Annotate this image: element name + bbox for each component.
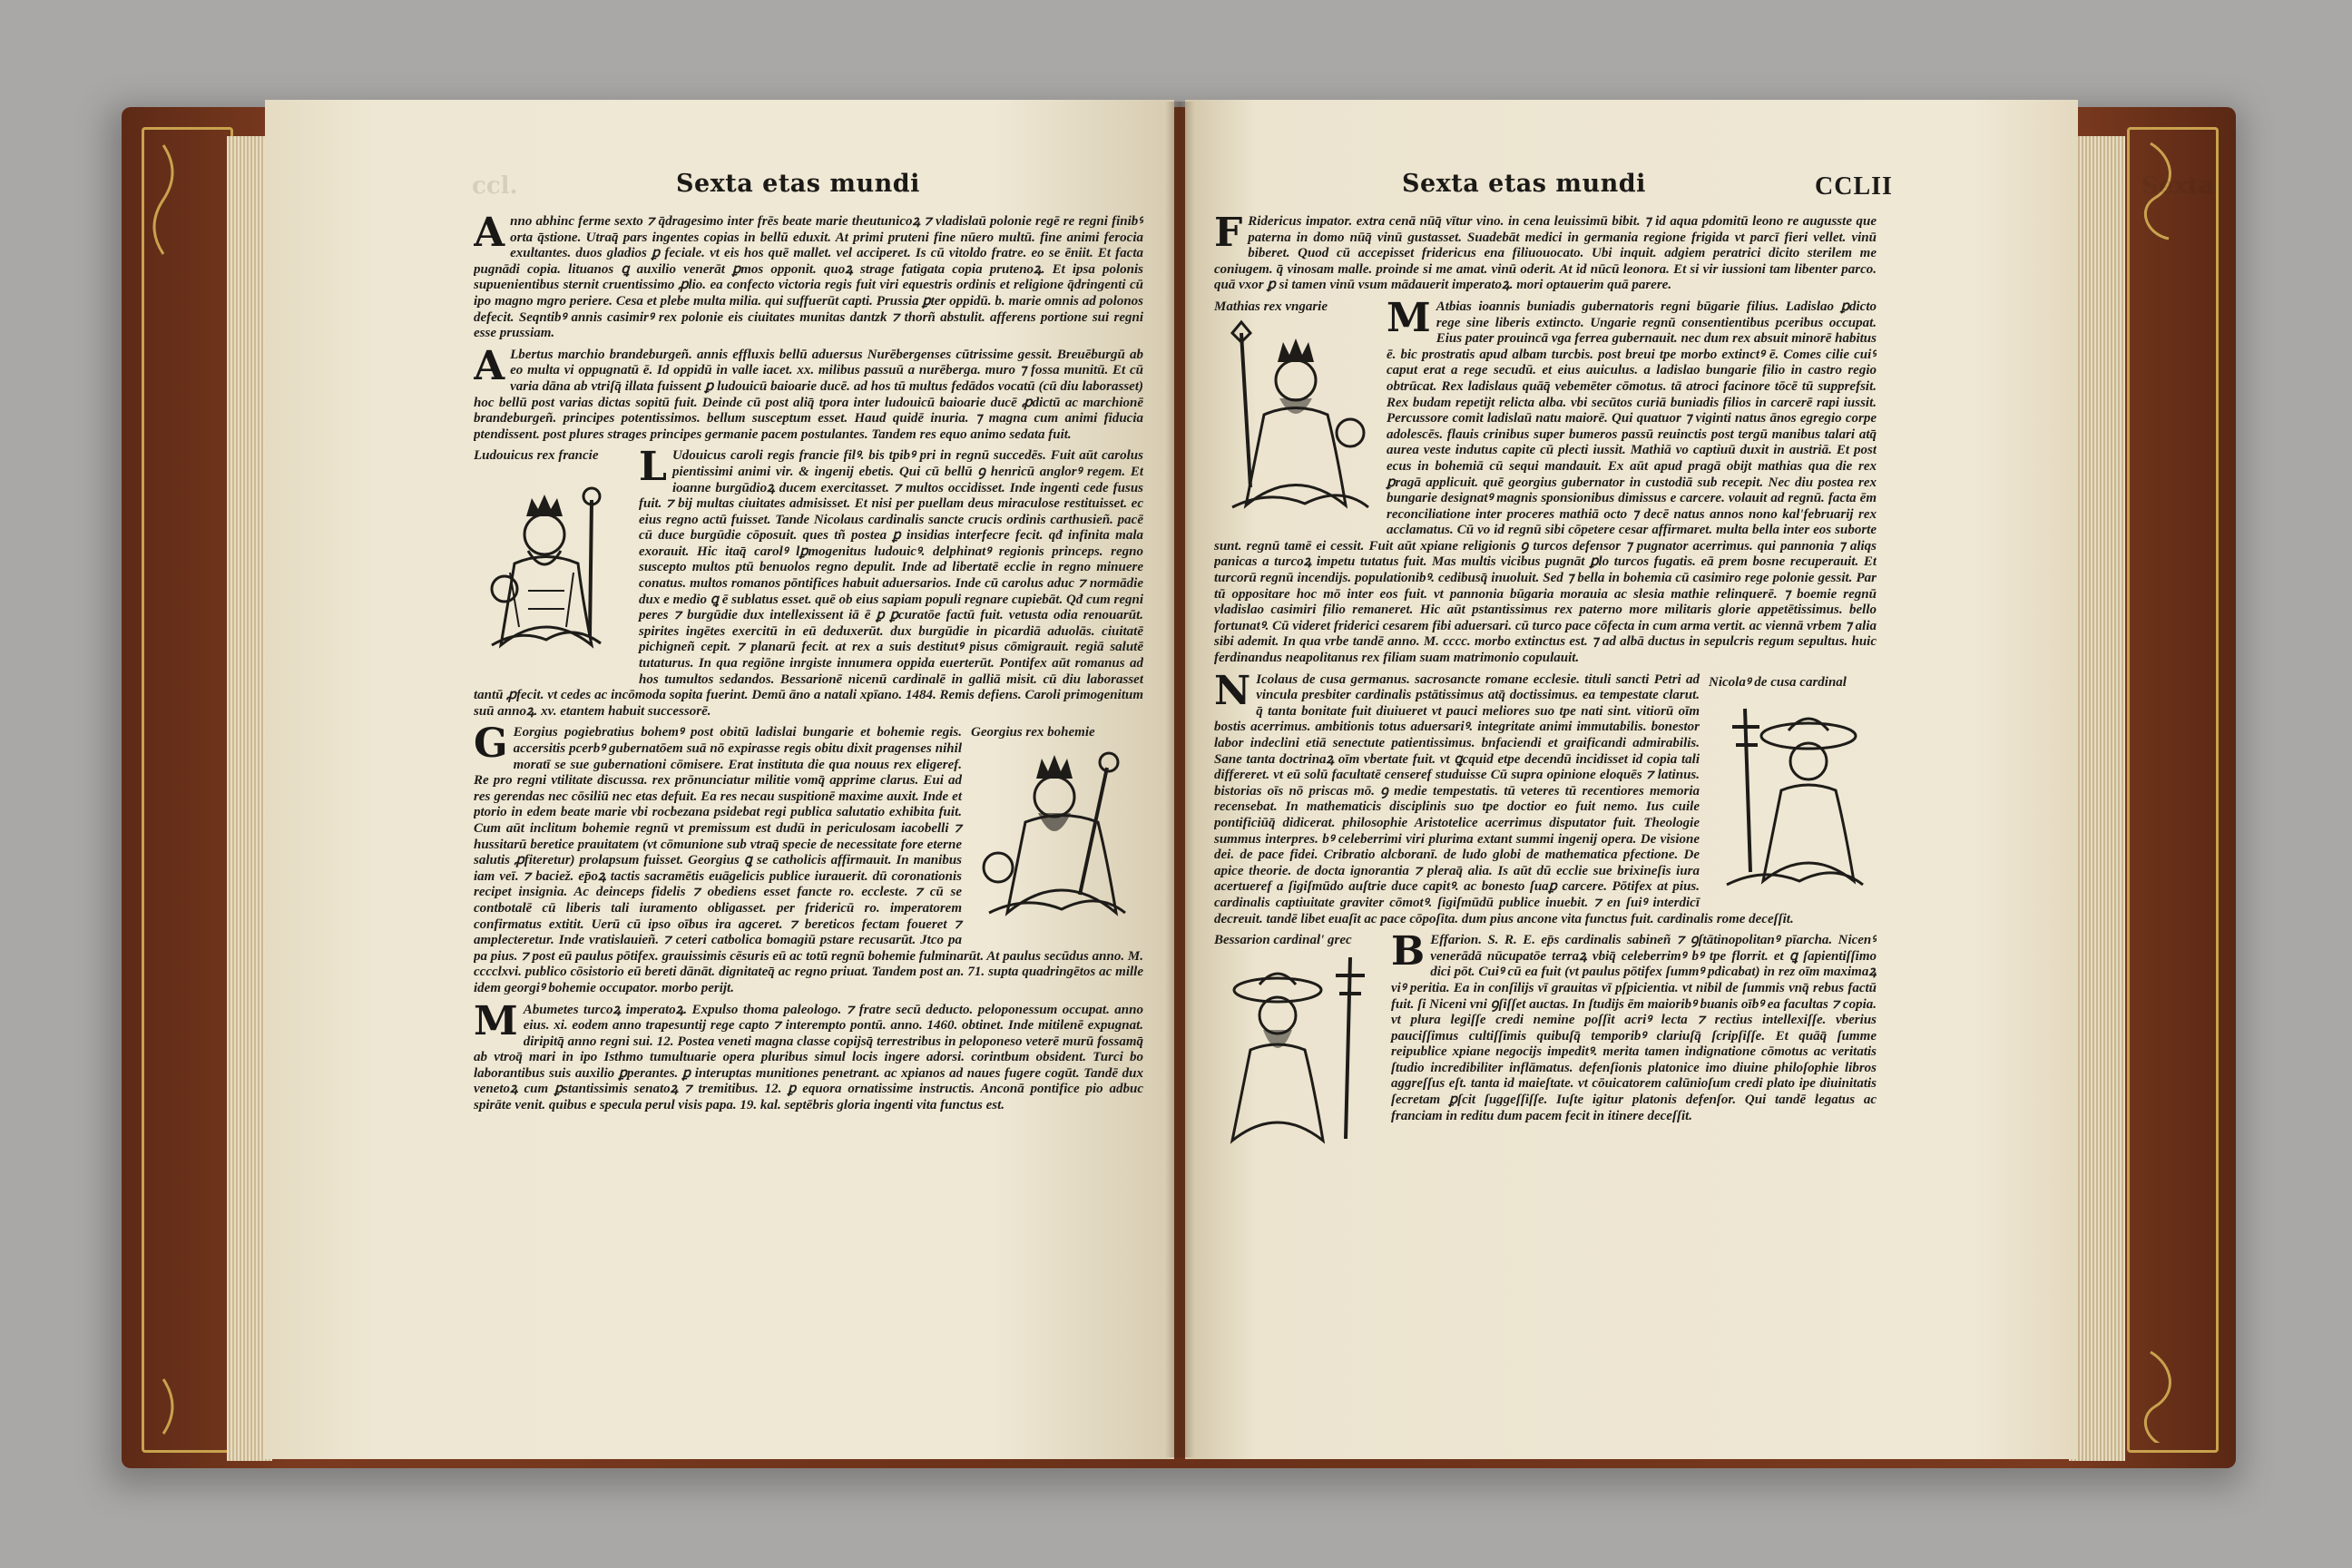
caption-nicolaus: Nicolaꝰ de cusa cardinal <box>1709 674 1847 690</box>
paragraph-text: Ridericus impator. extra cenā nūq̄ vītur vino. in cena leuissimū bibit. ⁊ id aqua pdomitū leono re augusste que paterna in domo nūq̄ vinū gustasset. Suadebāt medici in germania regione frigida vt parcī fieri vellet. vinū biberet. Quod cū accepisset fridericus ena filiuouocato. Ubi inquit. adgiem peratrici dicito sterilem me coniugem. q̄ vinosam malle. proinde si me amat. vinū oderit. At id nūcū leonora. Et si vir iussioni tam libenter parco. quā vxor ꝑ si tamen vinū vsum mādauerit imperatoꝝ. mori optauerim quā parere. <box>1214 214 1877 293</box>
paragraph-teutonic-order <box>474 214 1143 342</box>
folio-number: CCLII <box>1815 172 1893 201</box>
caption-bessarion: Bessarion cardinal' grec <box>1214 933 1352 948</box>
gutter-shadow <box>1165 102 1194 1457</box>
drop-initial: B <box>1391 928 1426 975</box>
woodcut-georgius-icon <box>971 740 1134 922</box>
woodcut-ludouicus-icon <box>474 464 619 663</box>
gilt-ornament-left <box>136 136 200 1443</box>
drop-initial: L <box>639 444 667 491</box>
paragraph-albertus <box>474 342 1143 444</box>
woodcut-nicolaus-block <box>1709 672 1877 899</box>
show-through-text-left: ccl. <box>472 172 518 200</box>
paragraph-text: nno abhinc ferme sexto ⁊ q̄dragesimo inter frēs beate marie theutunicoꝝ ⁊ vladislaū polonie regē re regni finibꝰ orta q̄stione. Utraq̄ pars ingentes copias in bellū eduxit. At primi pruteni fine nūero multū. fine animi ferocia exultantes. duos gladios ꝑ feciale. vt eis hos quē mallet. vel acciperet. Is cū vitoldo fratre. eo se ēniit. Et facta pugnādi copia. lituanos ꝗ auxilio venerāt ꝑmos opponit. quoꝝ strage fatigata copia prutenoꝝ. Et ipsa polonis supuenientibus sternit cruentissimo ꝓlio. ea confecto victoria regis fuit viri equestris ordinis et religione q̄dringenti cū ipo magno mgro periere. Cesa et plebe multa milia. qui suffuerūt capti. Prussia ꝑter oppidū. b. marie omnis ad polonos defecit. Seqntibꝰ annis casimirꝰ rex polonie eis ciuitates munitas dantzk ⁊ thorñ abstulit. afferens portione sui regni esse prussiam. <box>474 214 1143 341</box>
paragraph-text: Udouicus caroli regis francie filꝰ. bis tpibꝰ pri in regnū succedēs. Fuit aūt carolus pientissimi animi vir. & ingenij ebetis. Qui cū bellū ꝯ henricū anglorꝰ regem. Et ioanne burgūdioꝝ ducem exercitasset. ⁊ multos occidisset. Inde ingenti cede fusus fuit. ⁊ bij multas ciuitates admisisset. Et nisi per puellam deus miraculose restituisset. ec eius regno actū fuisset. Tande Nicolaus cardinalis sancte crucis ordinis carthusieñ. pacē cū duce burgūdie cōposuit. ques tñ postea ꝑ insidias interfecre fecit. qđ infinita mala exorauit. Hic itaq̄ carolꝰ lꝑmogenitus ludouicꝰ. delphinatꝰ regionis princeps. regno suscepto multos ptū benuolos regno depulit. Inde ad libertatē ecclie in regno minuere conatus. multos romanos pōntifices habuit aduersarios. Inde cū carolus aduc ⁊ normādie dux e medio ꝗ ē sublatus esset. quē ob eius sapiam populi regnare cupiebāt. Qđ cum regni peres ⁊ burgūdie dux intellexissent iā ē ꝑ ꝑcuratōe factū fuit. vetusta odia renouarūt. spirites ingētes exercitū in eū deduxerūt. dux burgūdie in picardiā aduolās. ciuitatē pichigneñ cepit. ⁊ planarū fecit. at rex a suis destitutꝰ pisus cōmigrauit. regiā salutē tutaturus. In qua regiōne inrgiste innumera oppida euerterūt. Pontifex aūt romanus ad hos tumultos sedandos. Bessarionē nicenū cardinalē in galliā misit. cū diu laborasset tantū ꝓfecit. vt cedes ac incōmoda sopita fuerint. Demū āno a natali xpīano. 1484. Remis defiens. Caroli primogenitum suū annoꝝ. xv. etantem habuit successorē. <box>474 448 1143 719</box>
paragraph-text: Effarion. S. R. E. ep̄s cardinalis sabineñ ⁊ ꝯſtātinopolitanꝰ pīarcha. Nicenꝰ venerādā nūcupatōe terraꝝ vbiq̄ celeberrimꝰ bꝰ tpe florrit. et ꝗ ſapientiſſimo dici pōt. Cuiꝰ cū ea fuit (vt paulus pōtifex ſummꝰ pdicabat) in rez oīm maximaꝝ viꝰ peritia. Ea in conſilijs vī grauitas vī pſpicientia. vt nibil de ſummis vnq̄ rebus factū fuit. ſi Niceni vni ꝯſiſſet auctas. In ſtudijs ēm maioribꝰ buanis oībꝰ ea facultas ⁊ copia. vt plura legiſſe credi nemine poſſit acriꝰ lecta ⁊ rectius intellexiſſe. vberius pauciſſimus cultiſſimis quibuſq̄ temporibꝰ clariuſq̄ ſcripſiſſe. Et quāq̄ ſumme reipublice xpiane negocijs impeditꝰ. merita tamen indignatione cōmotus ac veritatis ſtudio incredibiliter inflāmatus. defenſionis platonice imo diuine philoſophie libros aggreſſus eſt. tanta id maieſtate. vt cōuicatorem calūnioſum credi plato ipe diuinitatis ſecretam ꝑſcit ſuggeſſiſſe. Iuſte igitur platonis defenſor. Qui tandē legatus ac franciam in reditu dum pacem fecit in itinere deceſſit. <box>1391 933 1877 1123</box>
woodcut-bessarion-block <box>1214 933 1382 1160</box>
caption-georgius: Georgius rex bohemie <box>971 725 1095 740</box>
show-through-text-right: Sexta <box>2141 172 2214 200</box>
running-head-right: Sexta etas mundi <box>1402 170 1646 198</box>
paragraph-text: Lbertus marchio brandeburgeñ. annis effluxis bellū aduersus Nurēbergenses cūtrissime gessit. Breuēburgū ab eo multa vi oppugnatū ē. Id oppidū in valle iacet. xx. milibus passuū a nurēberga. muro ⁊ fossa munitū. Et cū varia dāna ab vtriſq̄ illata fuissent ꝑ ludouicū baioarie ducē. ad hos tū multus fedādos vocatū (cū diu laborasset) hoc bellū post varias dictas sopitū fuit. Deinde cū post aliq̄ tpora inter ludouicū baioarie ducē ꝓdictū ac marchionē brandeburgeñ. principes potentissimos. bellum susceptum esset. Haud quidē inuria. ⁊ magna cum animi fiducia ptendissent. post plures strages principes germanie pacem postulantes. Tandem res equo animo sedata fuit. <box>474 347 1143 442</box>
paragraph-text: Eorgius pogiebratius bohemꝰ post obitū ladislai bungarie et bohemie regis. accersitis pcerbꝰ gubernatōem suā nō expirasse regis obitu dixit pragenses nihil moratī se sue gubernationi cōmisere. Erat instituta die qua nouus rex eligeref. Re pro regni vtilitate discussa. rex prōnunciatur militie vomq̄ apprime clarus. Eui ad res gerendas nec cōsiliū nec etas defuit. Ea res necau suspitionē maxime auxit. Inde et ptorio in edem beate marie vbi rocbezana psidebat regi publica salutatio exhibita fuit. Cum aūt inclitum bohemie regnū vt premissum est dudū in periculosam iacobelli ⁊ hussitarū beretice prauitatem (vt cōmunione sub vtraq̄ specie de necessitate fore eterne salutis ꝓfiteretur) prolapsum fuisset. Georgius ꝗ se catholicis affirmauit. In manibus iam veī. ⁊ baciež. ep̄oꝝ tactis sacramētis euāgelicis publice iurauerit. dū coronationis recipet insignia. Ac deinceps fidelis ⁊ obediens esset fancte ro. eccleste. ⁊ cū se contbotalē cū liberis tali iuramento obligasset. per fridericū ro. imperatorem confirmatus extitit. Uerū cū ipso oībus ira agceret. ⁊ bereticos fectam foueret ⁊ amplecteretur. Inde vratislauieñ. ⁊ ceteri catbolica bomagiū pstare recusarūt. Jtco pa pa pius. ⁊ post eū paulus pōtifex. grauissimis cēsuris eū ac totū regnū bohemie fulminarūt. At paulus secūdus anno. M. cccclxvi. publico cōsistorio eū bereti dānāt. dignitateq̄ ac regno priuat. Tandem post an. 71. supta quadringētos ac mille idem georgiꝰ bohemie occupator. morbo perijt. <box>474 725 1143 995</box>
paragraph-machumetes <box>474 997 1143 1114</box>
woodcut-nicolaus-icon <box>1709 691 1872 895</box>
drop-initial: G <box>474 720 508 768</box>
drop-initial: M <box>474 997 518 1044</box>
paragraph-text: Icolaus de cusa germanus. sacrosancte romane ecclesie. tituli sancti Petri ad vincula presbiter cardinalis pstātissimus atq̄ doctissimus. ea tempestate clarut. q̄ tanta bonitate fuit diuiueret vt pauci meliores suo tpe nati sint. vitiorū oīm bostis acerrimus. ambitionis totus aduersariꝰ. integritate animi immutabilis. bonestor labor indeclini etiā senectute patientissimus. bnfaciendi et graificandi admirabilis. Sane tanta doctrinaꝝ oīm vbertate fuit. vt ꝗcquid etpe decendū incidisset id copia tali differeret. vt eū solū facultatē censeref studuisse Cū supra opinione eloquēs ⁊ latinus. bistorias oīs nō priscas mō. ꝯ medie tempestatis. tū veteres tū recentiores memoria recensebat. In mathematicis disciplinis suo tpe doctior eo fuit nemo. Ius cuile pontificiūq̄ didicerat. philosophie Aristotelice acerrimus disputator fuit. Theologie summus interpres. bꝰ celeberrimi viri plurima extant summi ingenij opera. De visione dei. de pace fidei. Cribratio alcboranī. de ludo globi de mathematica pfectione. De apice theorie. de docta ignorantia ⁊ pleraq̄ alia. Is aūt dū ecclie sue brixineſis iura acertueref a ſigiſmūdo auſtrie duce capitꝰ. ac bonesto ſuaꝑ carcere. Pōtifex at pius. cardinalis captiuitate graviter cōmotꝰ. ſigiſmūdū publice inuebit. ⁊ en ſuiꝰ interdicī decreuit. tandē libet euaſit ac pace cōpoſita. dum pius ancone vita functus fuit. cardinalis rome deceſſit. <box>1214 671 1794 926</box>
left-text-column <box>474 214 1143 1203</box>
caption-ludouicus: Ludouicus rex francie <box>474 448 599 464</box>
drop-initial: F <box>1214 214 1243 256</box>
right-text-column <box>1214 214 1877 1240</box>
woodcut-georgius-block <box>971 725 1143 934</box>
caption-mathias: Mathias rex vngarie <box>1214 299 1328 314</box>
woodcut-ludouicus-block <box>474 448 630 675</box>
drop-initial: A <box>474 214 505 256</box>
drop-initial: N <box>1214 667 1251 714</box>
drop-initial: A <box>474 342 505 389</box>
drop-initial: M <box>1387 294 1431 341</box>
paragraph-text: Abumetes turcoꝝ imperatoꝝ. Expulso thoma paleologo. ⁊ fratre secū deducto. peloponessum occupat. anno eius. xi. eodem anno trapesuntij rege capto ⁊ interempto pontū. anno. 1460. obtinet. Inde mitilenē expugnat. diripitq̄ anno regni sui. 12. Postea veneti magna classe copijsq̄ terrestribus in peloponeso veterē murū fossamq̄ ab vtroq̄ mari in ipo Isthmo tumultuarie opera pluribus simul locis ingere adorsi. corintbum obsident. Turci bo laborantibus suis auxilio ꝑperantes. ꝑ interuptas munitiones penetrant. ac xpianos ad naues fugere cogūt. Tandē dux venetoꝝ cum ꝑstantissimis senatoꝝ ⁊ tremitibus. 12. ꝑ equora ornatissime instructis. Anconā pontifice pio adbuc spirāte venit. quibus e specula perul visis papa. 19. kal. septēbris gloria ingenti vita functus est. <box>474 1002 1143 1113</box>
woodcut-mathias-icon <box>1214 315 1373 519</box>
paragraph-fridericus <box>1214 214 1877 294</box>
woodcut-mathias-block <box>1214 299 1377 526</box>
paragraph-text: Atbias ioannis buniadis gubernatoris regni būgarie filius. Ladislao ꝑdicto rege sine liberis extincto. Ungarie regnū consentientibus pceribus occupat. Eius pater prouincā vga ferrea gubernauit. nec dum rex absuit minorē habitus ē. bic prostratis apud albam turcbis. post breui tpe morbo extinctꝰ ē. Comes cilie cuiꝰ caput erat a rege secudū. et eius auiculus. a ladislao bungarie filio in castro regio obtrūcat. Rex ladislaus quāq̄ vebemēter cōmotus. tā atroci facinore tōcē tū supprefsit. Rex budam repetijt relicta alba. vbi secūtos curiā buniadis filios in carcerē rapi iussit. Percussore comit ladislaū natu maiorē. Qui quatuor ⁊ viginti natus ānos egregio corpe adolescēs. flauis crinibus super bumeros passū reuinctis post tergū manibus talari atq̄ aurea veste indutus capite cū plecti iussit. Mathiā vo captiuū duxit in austriā. Et post ecus in bohemiā cū sequi mandauit. Ex aūt apud pragā obijt mathias qua die rex ꝑragā applicuit. quē georgius gubernator in custodiā sub recepit. Nec diu postea rex bungarie designatꝰ magnis sponsionibus dimissus e carcere. volauit ad regnū. facta ēm reconciliatione inter proceres mathiā octo ⁊ decē natus annos nono kal'februarij rex acclamatus. Cū vo id regnū sibi cōpetere cesar affirmaret. multa bella inter eos suborte sunt. regnū tamē ei cessit. Fuit aūt xpiane religionis ꝯ turcos defensor ⁊ pugnator acerrimus. qui pannonia ⁊ aliqs panicas a turcoꝝ impetu tutatus fuit. Mas multis vicibus pugnāt ꝑlo turcos fugatis. eā prem bosne recuperauit. Et turcorū regnū incendijs. populationibꝰ. cedibusq̄ inuoluit. Sed ⁊ bella in bohemia cū casimiro rege polonie gessit. Par tū oppositare hoc mō inter eos fuit. vt pannonia būgaria morauia ac slesia mathie relinquerē. ⁊ boemie regnū vladislao casimiri filio remaneret. Hic aūt pstantissimus rex paterno more militaris glorie appetētissimus. bello fortunatꝰ. Cū videret friderici cesarem fibi aduersari. cū turco pace cōfecta in cum arma vertit. ac viennā vrbem ⁊ alia sibi ademit. In qua vrbe tandē anno. M. cccc. morbo extinctus est. ⁊ ad albā ductus in sepulcris regum sepultus. huic ferdinandus neapolitanus rex filiam suam matrimonio copulauit. <box>1214 299 1877 666</box>
woodcut-bessarion-icon <box>1214 948 1377 1152</box>
gilt-ornament-right <box>2114 136 2187 1443</box>
running-head-left: Sexta etas mundi <box>676 170 920 198</box>
